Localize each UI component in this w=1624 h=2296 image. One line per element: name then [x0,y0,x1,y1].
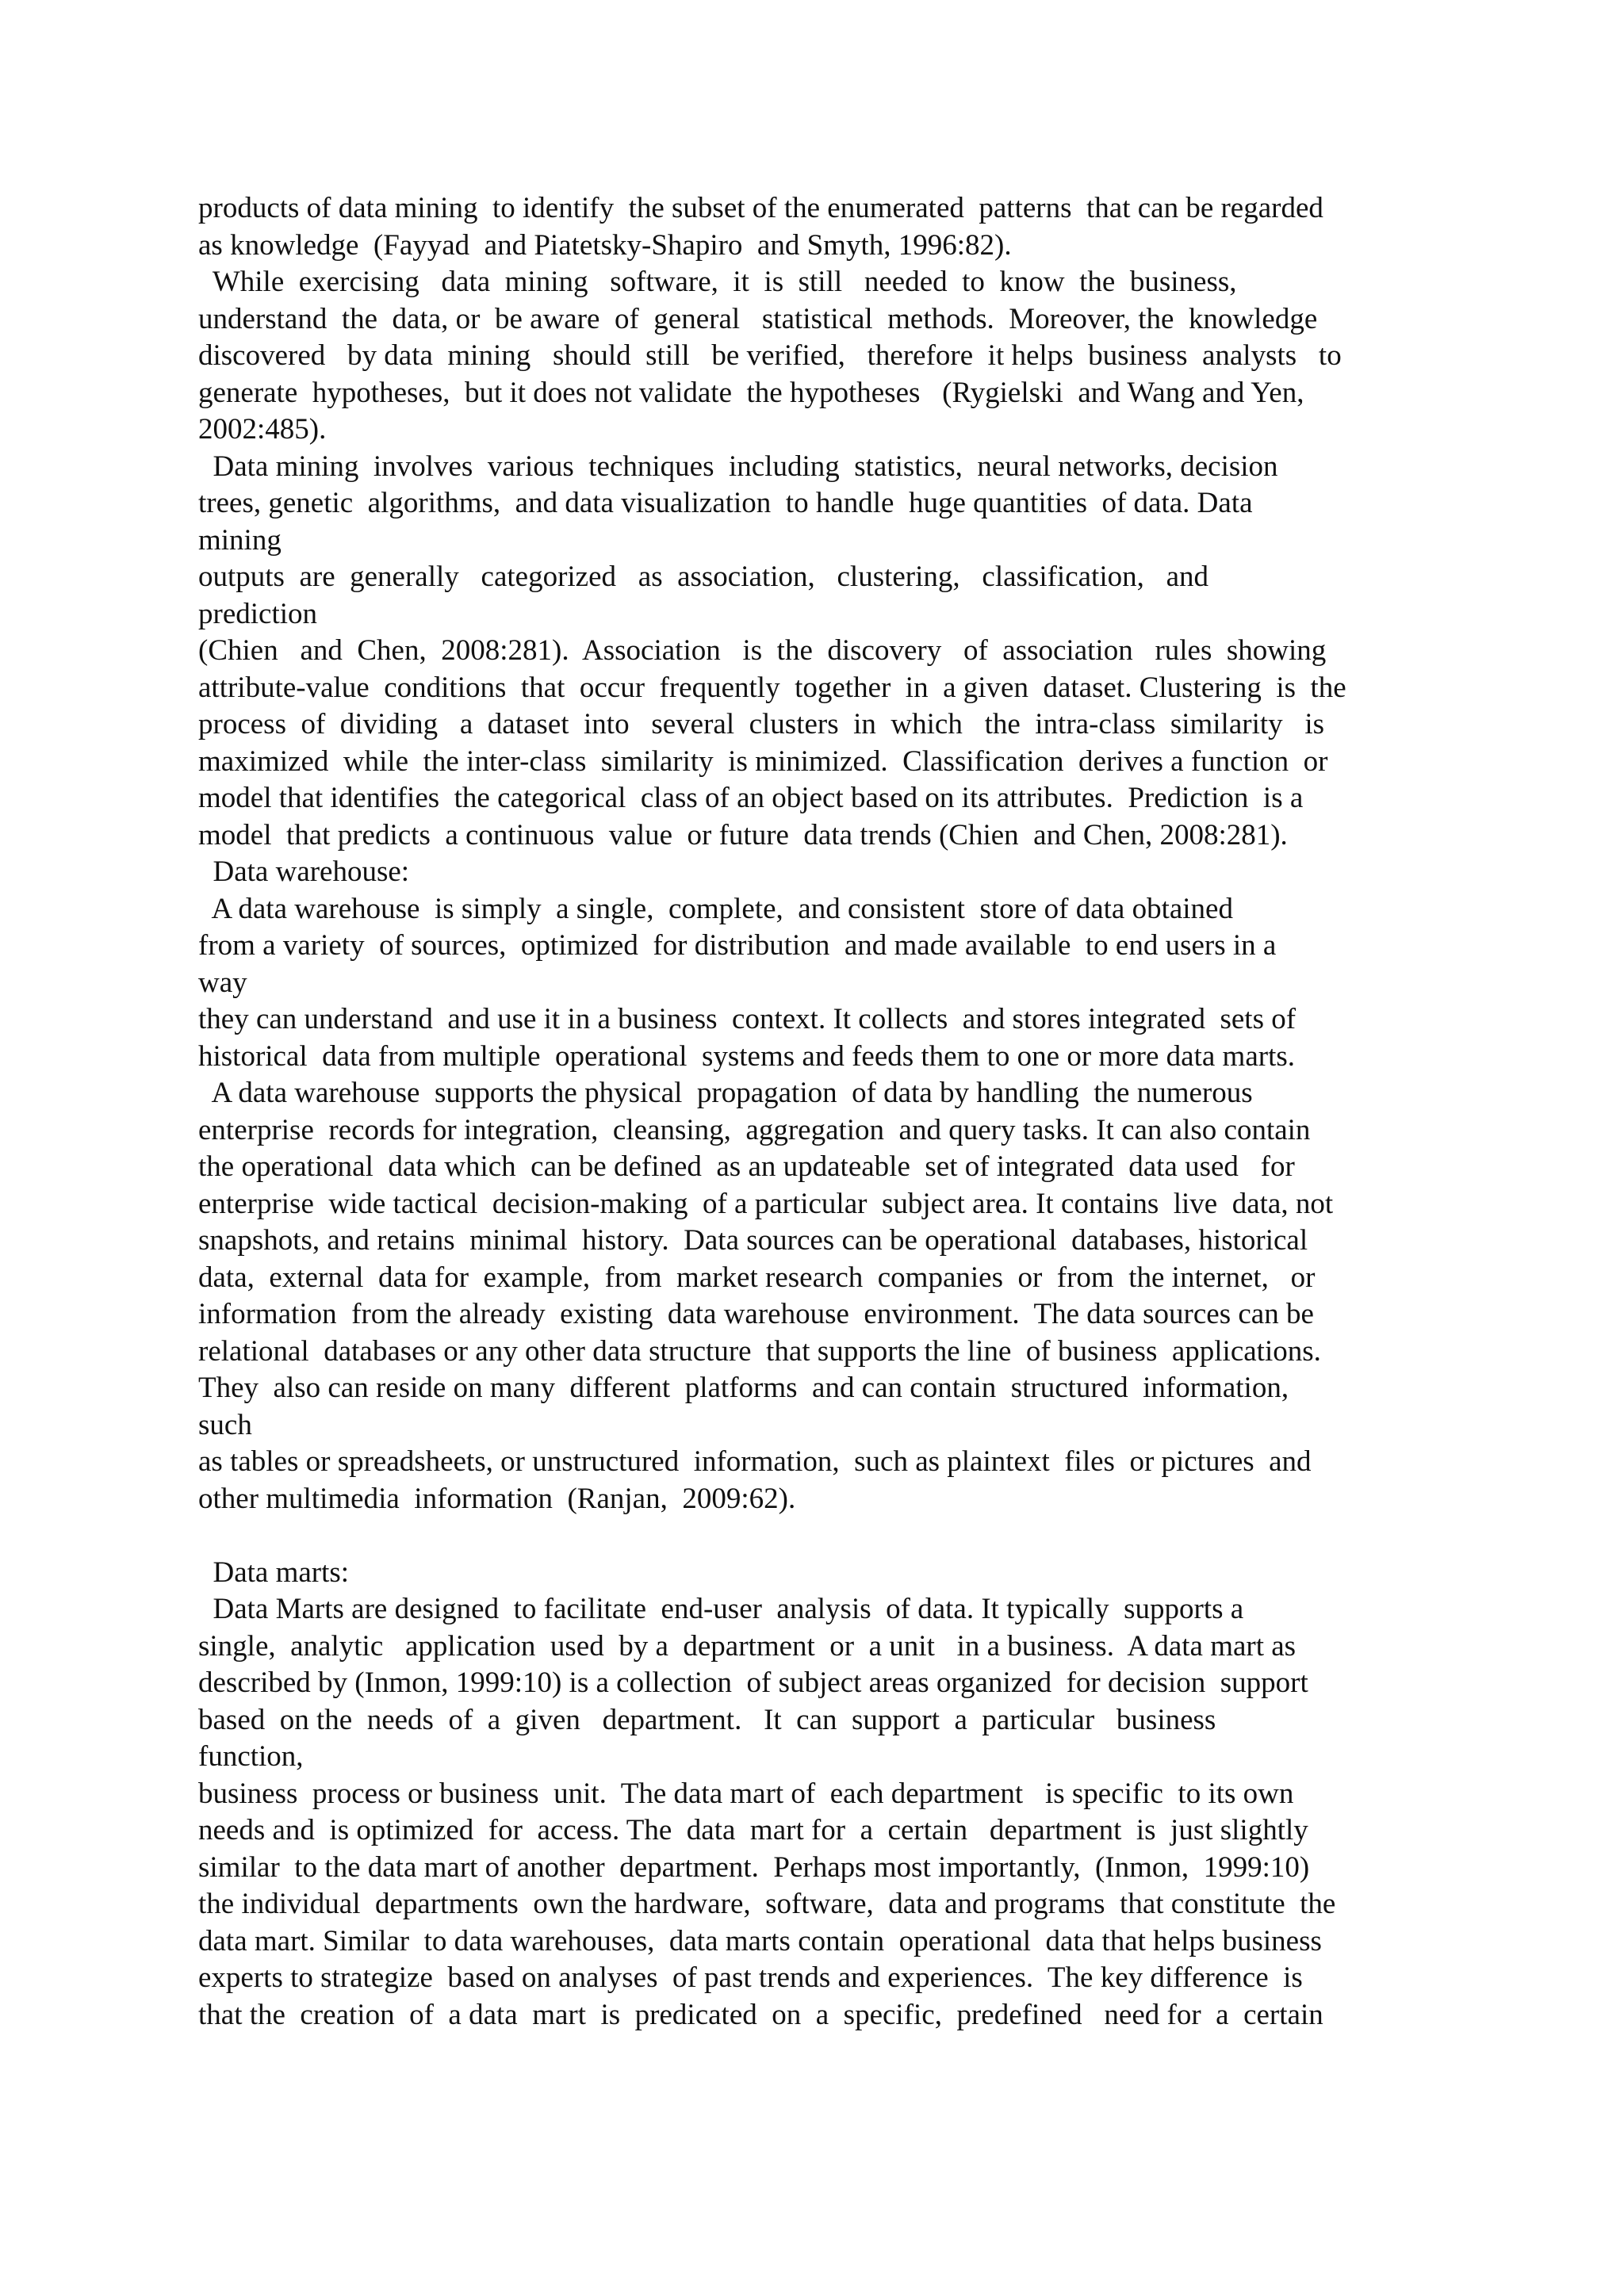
text-line: as tables or spreadsheets, or unstructured information, such as plaintext files or pictures and [198,1445,1312,1478]
text-line: trees, genetic algorithms, and data visualization to handle huge quantities of data. Data [198,487,1253,519]
text-line: based on the needs of a given department. It can support a particular business [198,1703,1216,1736]
text-line: relational databases or any other data structure that supports the line of business applications. [198,1334,1321,1368]
body-text [198,190,1435,2034]
text-line: experts to strategize based on analyses of past trends and experiences. The key difference is [198,1961,1303,1994]
text-line: snapshots, and retains minimal history. Data sources can be operational databases, historical [198,1224,1308,1257]
text-line: they can understand and use it in a business context. It collects and stores integrated sets of [198,1003,1297,1035]
text-line: data mart. Similar to data warehouses, data marts contain operational data that helps business [198,1924,1322,1957]
text-line: described by (Inmon, 1999:10) is a collection of subject areas organized for decision support [198,1667,1308,1699]
text-line: such [198,1408,252,1441]
text-line: 2002:485). [198,413,327,446]
text-line: similar to the data mart of another department. Perhaps most importantly, (Inmon, 1999:10) [198,1850,1310,1884]
text-line: They also can reside on many different platforms and can contain structured information, [198,1372,1289,1404]
blank-line [198,1517,1435,1555]
text-line: products of data mining to identify the subset of the enumerated patterns that can be regarded [198,192,1323,224]
text-line: the operational data which can be defined as an updateable set of integrated data used for [198,1150,1295,1183]
text-line: Data marts: [198,1556,350,1589]
text-line: single, analytic application used by a department or a unit in a business. A data mart as [198,1629,1297,1663]
text-line: the individual departments own the hardware, software, data and programs that constitute the [198,1888,1336,1920]
text-line: prediction [198,597,318,630]
text-line: information from the already existing data warehouse environment. The data sources can be [198,1298,1314,1330]
text-line: that the creation of a data mart is predicated on a specific, predefined need for a certain [198,1998,1323,2031]
text-line: needs and is optimized for access. The data mart for a certain department is just slightly [198,1814,1308,1846]
text-line: While exercising data mining software, it is still needed to know the business, [198,266,1237,298]
text-line: from a variety of sources, optimized for distribution and made available to end users in a [198,929,1277,962]
text-line: model that identifies the categorical class of an object based on its attributes. Prediction is a [198,782,1304,814]
text-line: maximized while the inter-class similarity is minimized. Classification derives a function or [198,744,1328,778]
text-line: Data Marts are designed to facilitate end-user analysis of data. It typically supports a [198,1593,1244,1625]
text-line: attribute-value conditions that occur frequently together in a given dataset. Clustering is the [198,671,1346,704]
text-line: outputs are generally categorized as association, clustering, classification, and [198,561,1209,593]
text-line: mining [198,523,282,557]
text-line: as knowledge (Fayyad and Piatetsky-Shapiro and Smyth, 1996:82). [198,228,1012,262]
text-line: enterprise wide tactical decision-making of a particular subject area. It contains live data, not [198,1187,1334,1220]
text-line: generate hypotheses, but it does not validate the hypotheses (Rygielski and Wang and Yen, [198,376,1304,409]
text-line: business process or business unit. The data mart of each department is specific to its own [198,1777,1294,1810]
text-line: other multimedia information (Ranjan, 2009:62). [198,1482,796,1515]
text-line: enterprise records for integration, cleansing, aggregation and query tasks. It can also contain [198,1113,1311,1146]
text-line: Data warehouse: [198,855,410,888]
text-line: historical data from multiple operational systems and feeds them to one or more data marts. [198,1039,1296,1073]
text-line: A data warehouse supports the physical propagation of data by handling the numerous [198,1077,1253,1109]
text-line: model that predicts a continuous value or future data trends (Chien and Chen, 2008:281). [198,818,1288,851]
text-line: way [198,966,247,999]
text-line: process of dividing a dataset into several clusters in which the intra-class similarity is [198,708,1325,740]
text-line: discovered by data mining should still be verified, therefore it helps business analysts to [198,339,1342,372]
text-line: function, [198,1740,304,1773]
text-line: A data warehouse is simply a single, complete, and consistent store of data obtained [198,892,1233,925]
text-line: (Chien and Chen, 2008:281). Association is the discovery of association rules showing [198,634,1327,667]
text-line: Data mining involves various techniques including statistics, neural networks, decision [198,450,1278,483]
text-line: understand the data, or be aware of general statistical methods. Moreover, the knowledge [198,302,1318,335]
text-line: data, external data for example, from market research companies or from the internet, or [198,1261,1316,1294]
